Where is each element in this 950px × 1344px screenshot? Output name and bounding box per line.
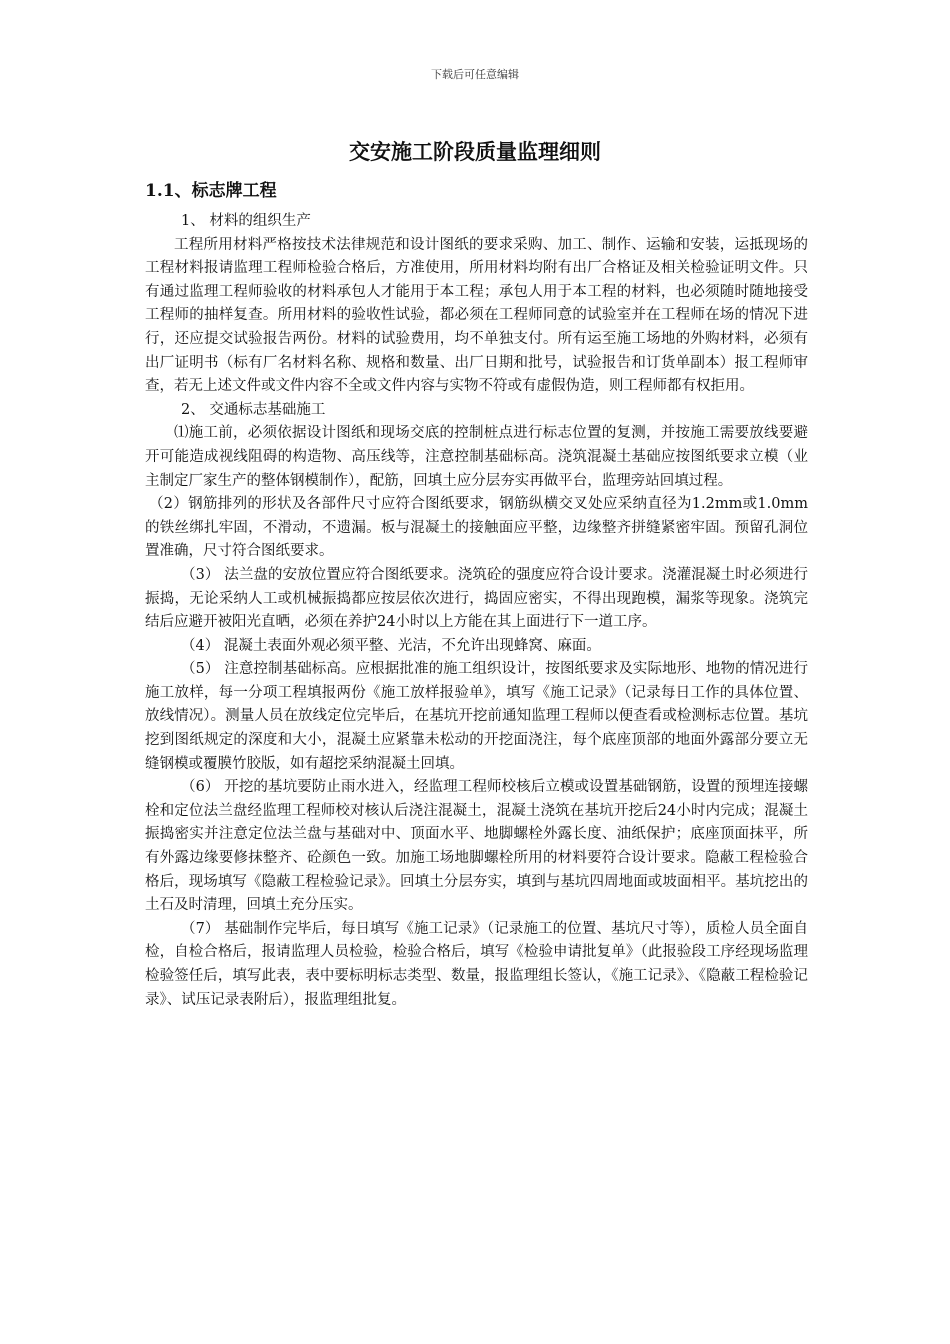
document-body — [145, 210, 808, 1012]
paragraph-step-2: （2）钢筋排列的形状及各部件尺寸应符合图纸要求，钢筋纵横交叉处应采纳直径为1.2mm或1.0mm的铁丝绑扎牢固，不滑动，不遗漏。板与混凝土的接触面应平整，边缘整齐拼缝紧密牢固。预留孔洞位置准确，尺寸符合图纸要求。 — [145, 496, 808, 560]
section-heading: 1.1、标志牌工程 — [145, 181, 277, 201]
paragraph-step-3: （3） 法兰盘的安放位置应符合图纸要求。浇筑砼的强度应符合设计要求。浇灌混凝土时必须进行振捣，无论采纳人工或机械振捣都应按层依次进行，捣固应密实，不得出现跑模，漏浆等现象。浇筑完结后应避开被阳光直晒，必须在养护24小时以上方能在其上面进行下一道工序。 — [145, 566, 808, 631]
subsection-heading-foundation: 2、 交通标志基础施工 — [181, 401, 326, 418]
paragraph-materials: 工程所用材料严格按技术法律规范和设计图纸的要求采购、加工、制作、运输和安装，运抵现场的工程材料报请监理工程师检验合格后，方准使用，所用材料均附有出厂合格证及相关检验证明文件。只有通过监理工程师验收的材料承包人才能用于本工程；承包人用于本工程的材料，也必须随时随地接受工程师的抽样复查。所用材料的验收性试验，都必须在工程师同意的试验室并在工程师在场的情况下进行，还应提交试验报告两份。材料的试验费用，均不单独支付。所有运至施工场地的外购材料，必须有出厂证明书（标有厂名材料名称、规格和数量、出厂日期和批号，试验报告和订货单副本）报工程师审查，若无上述文件或文件内容不全或文件内容与实物不符或有虚假伪造，则工程师都有权拒用。 — [145, 236, 808, 395]
subsection-heading-materials: 1、 材料的组织生产 — [181, 213, 311, 229]
paragraph-step-4: （4） 混凝土表面外观必须平整、光洁，不允许出现蜂窝、麻面。 — [181, 637, 601, 654]
paragraph-step-1: ⑴施工前，必须依据设计图纸和现场交底的控制桩点进行标志位置的复测，并按施工需要放线要避开可能造成视线阻碍的构造物、高压线等，注意控制基础标高。浇筑混凝土基础应按图纸要求立模（业主制定厂家生产的整体钢模制作），配筋，回填土应分层夯实再做平台，监理旁站回填过程。 — [145, 425, 808, 489]
paragraph-step-7: （7） 基础制作完毕后，每日填写《施工记录》（记录施工的位置、基坑尺寸等），质检人员全面自检，自检合格后，报请监理人员检验，检验合格后，填写《检验申请批复单》（此报验段工序经现场监理检验签任后，填写此表，表中要标明标志类型、数量，报监理组长签认，《施工记录》、《隐蔽工程检验记录》、试压记录表附后），报监理组批复。 — [145, 920, 808, 1008]
paragraph-step-6: （6） 开挖的基坑要防止雨水进入，经监理工程师校核后立模或设置基础钢筋，设置的预埋连接螺栓和定位法兰盘经监理工程师校对核认后浇注混凝土，混凝土浇筑在基坑开挖后24小时内完成；混凝土振捣密实并注意定位法兰盘与基础对中、顶面水平、地脚螺栓外露长度、油纸保护；底座顶面抹平，所有外露边缘要修抹整齐、砼颜色一致。加施工场地脚螺栓所用的材料要符合设计要求。隐蔽工程检验合格后，现场填写《隐蔽工程检验记录》。回填土分层夯实，填到与基坑四周地面或坡面相平。基坑挖出的土石及时清理，回填土充分压实。 — [145, 779, 808, 914]
paragraph-step-5: （5） 注意控制基础标高。应根据批准的施工组织设计，按图纸要求及实际地形、地物的情况进行施工放样，每一分项工程填报两份《施工放样报验单》，填写《施工记录》（记录每日工作的具体位置、放线情况）。测量人员在放线定位完毕后，在基坑开挖前通知监理工程师以便查看或检测标志位置。基坑挖到图纸规定的深度和大小，混凝土应紧靠未松动的开挖面浇注，每个底座顶部的地面外露部分要立无缝钢模或覆膜竹胶版，如有超挖采纳混凝土回填。 — [145, 661, 808, 772]
header-note: 下载后可任意编辑 — [431, 68, 519, 81]
document-title: 交安施工阶段质量监理细则 — [349, 139, 601, 164]
